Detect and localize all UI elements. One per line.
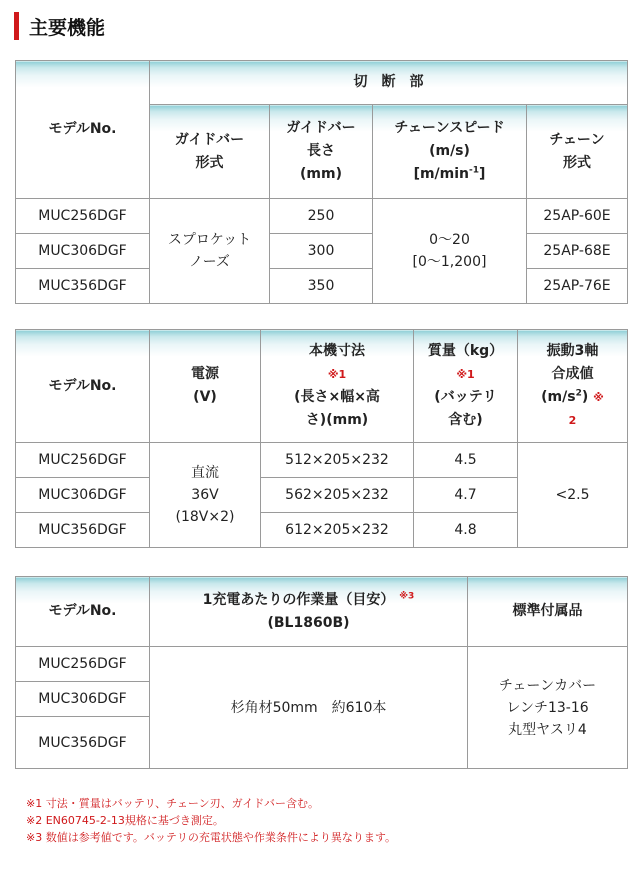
guide-length-cell: 300 [270,234,373,269]
model-cell: MUC306DGF [16,682,150,717]
model-cell: MUC256DGF [16,647,150,682]
guide-type-value: スプロケット ノーズ [150,199,270,304]
header-model: モデルNo. [16,61,150,199]
cutting-spec-table [15,60,628,304]
vibration-value: <2.5 [518,443,628,548]
footnotes [26,795,396,846]
footnote-2: ※2 EN60745-2-13規格に基づき測定。 [26,814,224,827]
header-model: モデルNo. [16,330,150,443]
mass-cell: 4.7 [414,478,518,513]
power-value: 直流 36V (18V×2) [150,443,261,548]
header-accessories: 標準付属品 [468,577,628,647]
header-guide-type: ガイドバー 形式 [150,105,270,199]
header-chain-type: チェーン 形式 [527,105,628,199]
work-accessory-table [15,576,628,769]
footnote-1: ※1 寸法・質量はバッテリ、チェーン刃、ガイドバー含む。 [26,797,320,810]
dimensions-cell: 612×205×232 [261,513,414,548]
model-cell: MUC356DGF [16,717,150,769]
model-cell: MUC256DGF [16,443,150,478]
chain-type-cell: 25AP-68E [527,234,628,269]
model-cell: MUC256DGF [16,199,150,234]
dimensions-cell: 512×205×232 [261,443,414,478]
body-spec-table [15,329,628,548]
accessories-value: チェーンカバー レンチ13-16 丸型ヤスリ4 [468,647,628,769]
header-mass: 質量（kg） ※1 (バッテリ 含む) [414,330,518,443]
mass-cell: 4.8 [414,513,518,548]
title-accent-bar [14,12,19,40]
dimensions-cell: 562×205×232 [261,478,414,513]
model-cell: MUC356DGF [16,513,150,548]
header-chain-speed: チェーンスピード (m/s) $[m/\min^{-1}]$ [373,105,527,199]
header-model: モデルNo. [16,577,150,647]
model-cell: MUC306DGF [16,234,150,269]
header-dimensions: 本機寸法 ※1 (長さ×幅×高 さ)(mm) [261,330,414,443]
header-vibration: 振動3軸 合成値 $(m/s^2)$ ※ 2 [518,330,628,443]
work-amount-value: 杉角材50mm 約610本 [150,647,468,769]
chain-type-cell: 25AP-60E [527,199,628,234]
chain-type-cell: 25AP-76E [527,269,628,304]
header-work-amount: 1充電あたりの作業量（目安） $^{※3}$ (BL1860B) [150,577,468,647]
guide-length-cell: 250 [270,199,373,234]
model-cell: MUC306DGF [16,478,150,513]
page-title: 主要機能 [29,16,106,39]
mass-cell: 4.5 [414,443,518,478]
model-cell: MUC356DGF [16,269,150,304]
guide-length-cell: 350 [270,269,373,304]
header-cutting-section: 切 断 部 [150,61,628,105]
header-power: 電源 (V) [150,330,261,443]
section-title [14,12,105,40]
header-guide-length: ガイドバー 長さ (mm) [270,105,373,199]
chain-speed-value: 0～20 [0～1,200] [373,199,527,304]
footnote-3: ※3 数値は参考値です。バッテリの充電状態や作業条件により異なります。 [26,831,396,844]
